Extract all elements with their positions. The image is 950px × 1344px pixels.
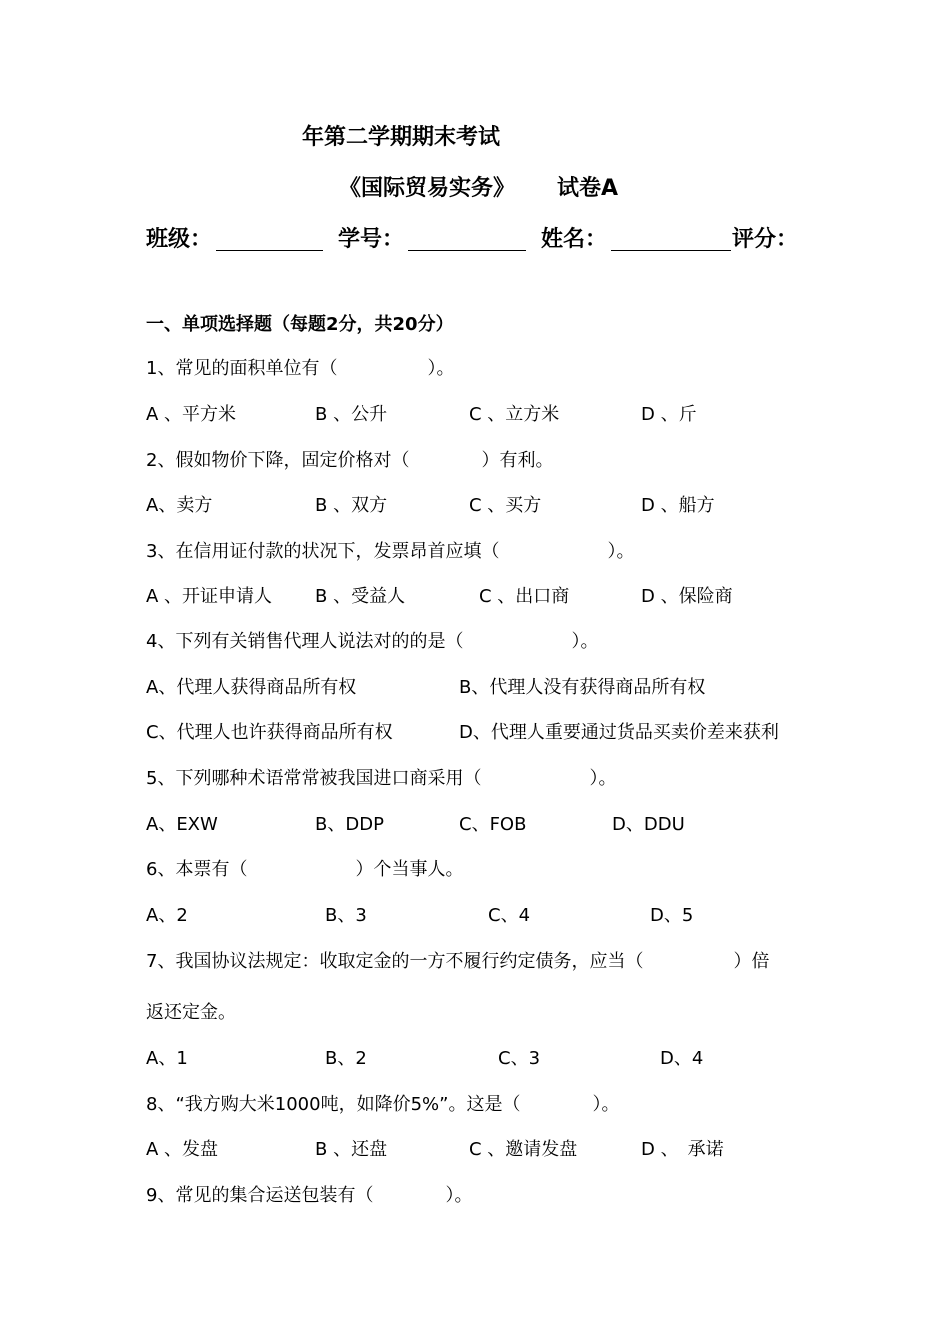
option-a[interactable]: A 、开证申请人: [146, 586, 273, 607]
exam-title: 年第二学期期末考试: [302, 125, 501, 150]
question-stem: 2、假如物价下降，固定价格对（ ）有利。: [146, 450, 554, 471]
option-d[interactable]: D、4: [660, 1048, 704, 1069]
name-blank[interactable]: [611, 250, 731, 251]
question-stem: 1、常见的面积单位有（ ）。: [146, 358, 455, 379]
class-label: 班级：: [146, 227, 213, 252]
option-a[interactable]: A、2: [146, 905, 188, 926]
option-d[interactable]: D、代理人重要通过货品买卖价差来获利: [459, 722, 779, 743]
option-d[interactable]: D 、保险商: [641, 586, 733, 607]
option-a[interactable]: A、代理人获得商品所有权: [146, 677, 357, 698]
question-stem: 9、常见的集合运送包装有（ ）。: [146, 1185, 473, 1206]
option-c[interactable]: C、4: [488, 905, 531, 926]
option-c[interactable]: C 、邀请发盘: [469, 1139, 578, 1160]
section-heading: 一、单项选择题（每题2分，共20分）: [146, 314, 454, 335]
option-b[interactable]: B、3: [325, 905, 367, 926]
paper-label: 试卷A: [557, 176, 619, 201]
class-blank[interactable]: [216, 250, 323, 251]
option-c[interactable]: C 、买方: [469, 495, 542, 516]
student-id-blank[interactable]: [408, 250, 526, 251]
option-b[interactable]: B 、公升: [315, 404, 388, 425]
question-stem: 7、我国协议法规定：收取定金的一方不履行约定债务，应当（ ）倍: [146, 951, 770, 972]
option-b[interactable]: B 、还盘: [315, 1139, 388, 1160]
option-b[interactable]: B 、双方: [315, 495, 388, 516]
question-stem: 6、本票有（ ）个当事人。: [146, 859, 464, 880]
question-stem: 4、下列有关销售代理人说法对的的是（ ）。: [146, 631, 599, 652]
option-d[interactable]: D 、船方: [641, 495, 715, 516]
option-a[interactable]: A、1: [146, 1048, 188, 1069]
option-b[interactable]: B 、受益人: [315, 586, 406, 607]
option-a[interactable]: A、EXW: [146, 814, 218, 835]
option-b[interactable]: B、2: [325, 1048, 367, 1069]
option-a[interactable]: A、卖方: [146, 495, 213, 516]
option-c[interactable]: C 、出口商: [479, 586, 570, 607]
question-stem: 5、下列哪种术语常常被我国进口商采用（ ）。: [146, 768, 617, 789]
option-d[interactable]: D、5: [650, 905, 694, 926]
question-stem-continuation: 返还定金。: [146, 1002, 236, 1023]
option-d[interactable]: D、DDU: [612, 814, 685, 835]
option-c[interactable]: C 、立方米: [469, 404, 560, 425]
student-id-label: 学号：: [338, 227, 405, 252]
course-title: 《国际贸易实务》: [339, 176, 516, 201]
option-c[interactable]: C、3: [498, 1048, 541, 1069]
name-label: 姓名：: [541, 227, 608, 252]
option-c[interactable]: C、FOB: [459, 814, 527, 835]
question-stem: 8、“我方购大米1000吨，如降价5%”。这是（ ）。: [146, 1094, 620, 1115]
option-a[interactable]: A 、发盘: [146, 1139, 219, 1160]
option-d[interactable]: D 、斤: [641, 404, 697, 425]
score-label: 评分：: [732, 227, 799, 252]
option-b[interactable]: B、DDP: [315, 814, 384, 835]
option-c[interactable]: C、代理人也许获得商品所有权: [146, 722, 393, 743]
question-stem: 3、在信用证付款的状况下，发票昂首应填（ ）。: [146, 541, 635, 562]
option-b[interactable]: B、代理人没有获得商品所有权: [459, 677, 706, 698]
option-d[interactable]: D 、 承诺: [641, 1139, 724, 1160]
option-a[interactable]: A 、平方米: [146, 404, 237, 425]
